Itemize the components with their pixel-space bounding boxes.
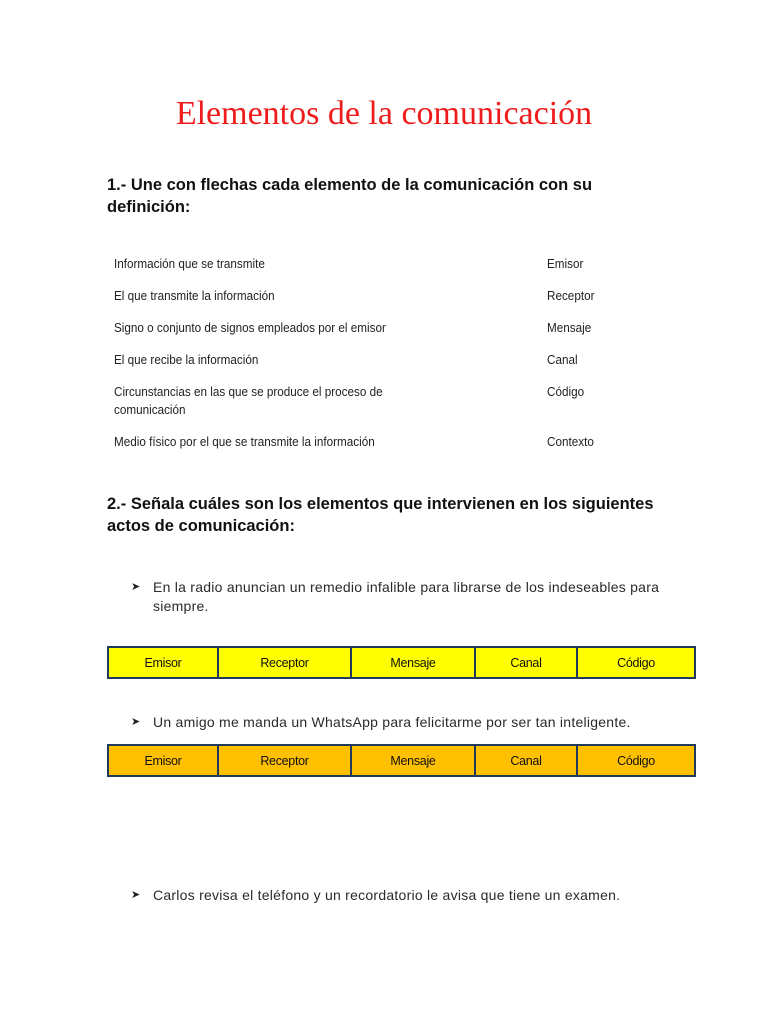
definition-text: Signo o conjunto de signos empleados por el emisor bbox=[114, 320, 386, 335]
element-term: Canal bbox=[547, 352, 578, 367]
page-title: Elementos de la comunicación bbox=[175, 95, 593, 132]
option-cell-emisor[interactable]: Emisor bbox=[108, 745, 218, 776]
section-2-heading: 2.- Señala cuáles son los elementos que intervienen en los siguientes actos de comunicación: bbox=[107, 495, 654, 535]
option-cell-canal[interactable]: Canal bbox=[475, 745, 577, 776]
element-term: Emisor bbox=[547, 256, 584, 271]
communication-act-text: En la radio anuncian un remedio infalible para librarse de los indeseables para siempre. bbox=[153, 579, 660, 614]
communication-act-text: Carlos revisa el teléfono y un recordatorio le avisa que tiene un examen. bbox=[153, 887, 621, 903]
arrowhead-bullet-icon: ➤ bbox=[131, 716, 141, 728]
option-cell-mensaje[interactable]: Mensaje bbox=[351, 647, 475, 678]
option-cell-mensaje[interactable]: Mensaje bbox=[351, 745, 475, 776]
definition-text: Medio físico por el que se transmite la información bbox=[114, 434, 375, 449]
element-term: Mensaje bbox=[547, 320, 592, 335]
section-1-heading: 1.- Une con flechas cada elemento de la comunicación con su definición: bbox=[107, 176, 593, 216]
definition-text: El que recibe la información bbox=[114, 352, 259, 367]
element-options-table bbox=[107, 646, 696, 679]
option-cell-codigo[interactable]: Código bbox=[577, 647, 695, 678]
option-cell-codigo[interactable]: Código bbox=[577, 745, 695, 776]
option-cell-receptor[interactable]: Receptor bbox=[218, 745, 351, 776]
arrowhead-bullet-icon: ➤ bbox=[131, 889, 141, 901]
option-cell-receptor[interactable]: Receptor bbox=[218, 647, 351, 678]
definition-text: El que transmite la información bbox=[114, 288, 275, 303]
option-cell-emisor[interactable]: Emisor bbox=[108, 647, 218, 678]
element-term: Código bbox=[547, 384, 585, 399]
option-cell-canal[interactable]: Canal bbox=[475, 647, 577, 678]
definition-text: Información que se transmite bbox=[114, 256, 265, 271]
element-term: Contexto bbox=[547, 434, 594, 449]
arrowhead-bullet-icon: ➤ bbox=[131, 581, 141, 593]
definition-text: Circunstancias en las que se produce el proceso de comunicación bbox=[114, 384, 383, 417]
element-options-table bbox=[107, 744, 696, 777]
element-term: Receptor bbox=[547, 288, 595, 303]
communication-act-text: Un amigo me manda un WhatsApp para felicitarme por ser tan inteligente. bbox=[153, 714, 631, 730]
